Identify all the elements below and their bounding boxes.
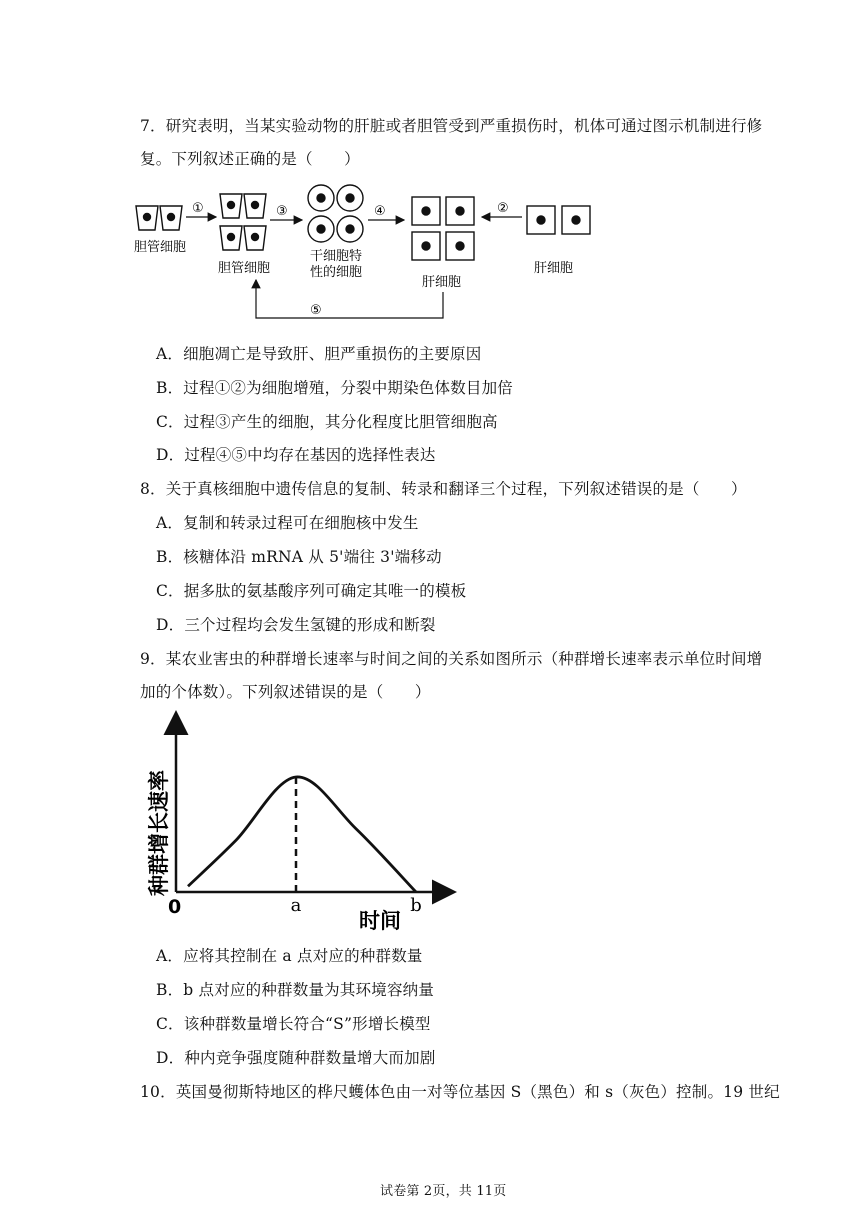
stem-like-cells bbox=[308, 185, 363, 242]
step5-label: ⑤ bbox=[310, 303, 322, 318]
growth-rate-curve bbox=[188, 777, 416, 892]
q9-option-d: D．种内竞争强度随种群数量增大而加剧 bbox=[156, 1049, 436, 1067]
q9-stem-line2: 加的个体数）。下列叙述错误的是（ ） bbox=[140, 683, 431, 701]
q7-option-c: C．过程③产生的细胞，其分化程度比胆管细胞高 bbox=[156, 413, 498, 431]
population-growth-chart bbox=[140, 705, 470, 935]
q7-option-d: D．过程④⑤中均存在基因的选择性表达 bbox=[156, 446, 436, 464]
q7-option-a: A．细胞凋亡是导致肝、胆严重损伤的主要原因 bbox=[156, 345, 482, 363]
q10-stem-line1: 10．英国曼彻斯特地区的桦尺蠖体色由一对等位基因 S（黑色）和 s（灰色）控制。19 世纪 bbox=[140, 1083, 780, 1101]
label-liver-right: 肝细胞 bbox=[534, 261, 574, 276]
page-footer: 试卷第 2页，共 11页 bbox=[380, 1184, 507, 1199]
q7-stem-line2: 复。下列叙述正确的是（ ） bbox=[140, 150, 360, 168]
step2-label: ② bbox=[497, 201, 509, 216]
q8-option-b: B．核糖体沿 mRNA 从 5'端往 3'端移动 bbox=[156, 548, 442, 566]
y-axis-label: 种群增长速率 bbox=[147, 770, 171, 896]
label-bile-left: 胆管细胞 bbox=[134, 240, 187, 255]
x-axis-label: 时间 bbox=[359, 909, 401, 933]
bile-duct-cells-mid bbox=[220, 194, 266, 250]
q8-option-d: D．三个过程均会发生氢键的形成和断裂 bbox=[156, 616, 436, 634]
step3-label: ③ bbox=[276, 204, 288, 219]
label-liver-mid: 肝细胞 bbox=[422, 275, 462, 290]
x-tick-a: a bbox=[290, 895, 302, 916]
step1-label: ① bbox=[192, 201, 204, 216]
q8-stem: 8．关于真核细胞中遗传信息的复制、转录和翻译三个过程，下列叙述错误的是（ ） bbox=[140, 480, 747, 498]
step4-label: ④ bbox=[374, 204, 386, 219]
liver-cells-mid bbox=[412, 197, 474, 260]
q8-option-a: A．复制和转录过程可在细胞核中发生 bbox=[156, 514, 419, 532]
liver-cells-right bbox=[527, 206, 590, 234]
q8-option-c: C．据多肽的氨基酸序列可确定其唯一的模板 bbox=[156, 582, 467, 600]
origin-label: 0 bbox=[168, 896, 182, 918]
q9-option-c: C．该种群数量增长符合“S”形增长模型 bbox=[156, 1015, 431, 1033]
q7-stem-line1: 7．研究表明，当某实验动物的肝脏或者胆管受到严重损伤时，机体可通过图示机制进行修 bbox=[140, 117, 763, 135]
label-stem-1: 干细胞特 bbox=[310, 249, 363, 264]
arrow-step5 bbox=[256, 280, 443, 318]
bile-duct-cells-left bbox=[136, 206, 182, 230]
label-stem-2: 性的细胞 bbox=[310, 265, 363, 280]
q9-option-a: A．应将其控制在 a 点对应的种群数量 bbox=[156, 947, 423, 965]
x-tick-b: b bbox=[410, 895, 422, 916]
q7-option-b: B．过程①②为细胞增殖，分裂中期染色体数目加倍 bbox=[156, 379, 513, 397]
cell-repair-diagram bbox=[0, 178, 868, 328]
label-bile-mid: 胆管细胞 bbox=[218, 261, 271, 276]
q9-option-b: B．b 点对应的种群数量为其环境容纳量 bbox=[156, 981, 435, 999]
q9-stem-line1: 9．某农业害虫的种群增长速率与时间之间的关系如图所示（种群增长速率表示单位时间增 bbox=[140, 650, 763, 668]
